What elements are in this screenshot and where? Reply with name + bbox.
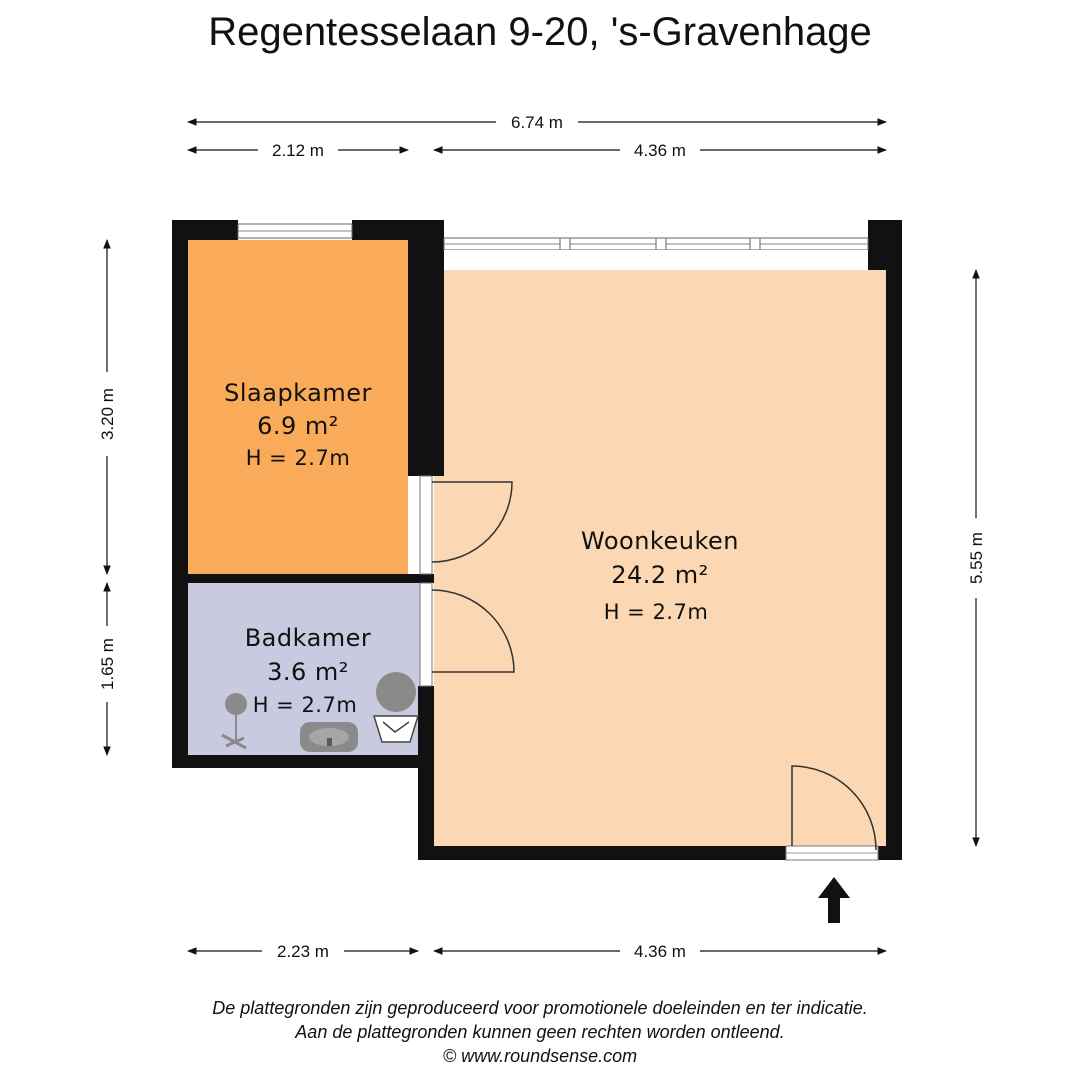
disclaimer-line-2: Aan de plattegronden kunnen geen rechten worden ontleend. xyxy=(295,1022,785,1042)
dimension-top-total xyxy=(188,113,886,132)
disclaimer xyxy=(0,996,1080,1068)
room-label-badkamer-area: 3.6 m² xyxy=(267,658,349,686)
window-woonkeuken xyxy=(444,238,868,270)
dimension-left-upper-label: 3.20 m xyxy=(98,388,117,440)
dimension-right xyxy=(967,270,986,846)
disclaimer-line-1: De plattegronden zijn geproduceerd voor promotionele doeleinden en ter indicatie. xyxy=(212,998,868,1018)
room-label-slaapkamer-area: 6.9 m² xyxy=(257,412,339,440)
room-slaapkamer xyxy=(188,240,408,574)
dimension-left-lower-label: 1.65 m xyxy=(98,638,117,690)
entrance-arrow-icon xyxy=(818,877,850,923)
dimension-right-label: 5.55 m xyxy=(967,532,986,584)
room-label-woonkeuken-name: Woonkeuken xyxy=(581,527,739,555)
dimension-bottom-right-label: 4.36 m xyxy=(634,942,686,961)
sink-icon xyxy=(300,722,358,752)
room-label-slaapkamer-name: Slaapkamer xyxy=(224,379,372,407)
room-label-woonkeuken-area: 24.2 m² xyxy=(611,561,709,589)
dimension-top-right-label: 4.36 m xyxy=(634,141,686,160)
dimension-bottom-left-label: 2.23 m xyxy=(277,942,329,961)
dimension-top-left xyxy=(188,141,408,160)
room-label-woonkeuken-height: H = 2.7m xyxy=(603,600,709,624)
window-slaapkamer xyxy=(238,224,352,238)
dimension-top-left-label: 2.12 m xyxy=(272,141,324,160)
room-label-badkamer-name: Badkamer xyxy=(244,624,372,652)
room-woonkeuken xyxy=(434,270,886,846)
page-title: Regentesselaan 9-20, 's-Gravenhage xyxy=(208,10,872,54)
dimension-left-upper xyxy=(98,240,117,574)
dimension-left-lower xyxy=(98,583,117,755)
dimension-bottom-right xyxy=(434,942,886,961)
copyright: © www.roundsense.com xyxy=(442,1046,638,1066)
dimension-bottom-left xyxy=(188,942,418,961)
room-label-slaapkamer-height: H = 2.7m xyxy=(245,446,351,470)
dimension-top-right xyxy=(434,141,886,160)
room-label-badkamer-height: H = 2.7m xyxy=(252,693,358,717)
dimension-top-total-label: 6.74 m xyxy=(511,113,563,132)
